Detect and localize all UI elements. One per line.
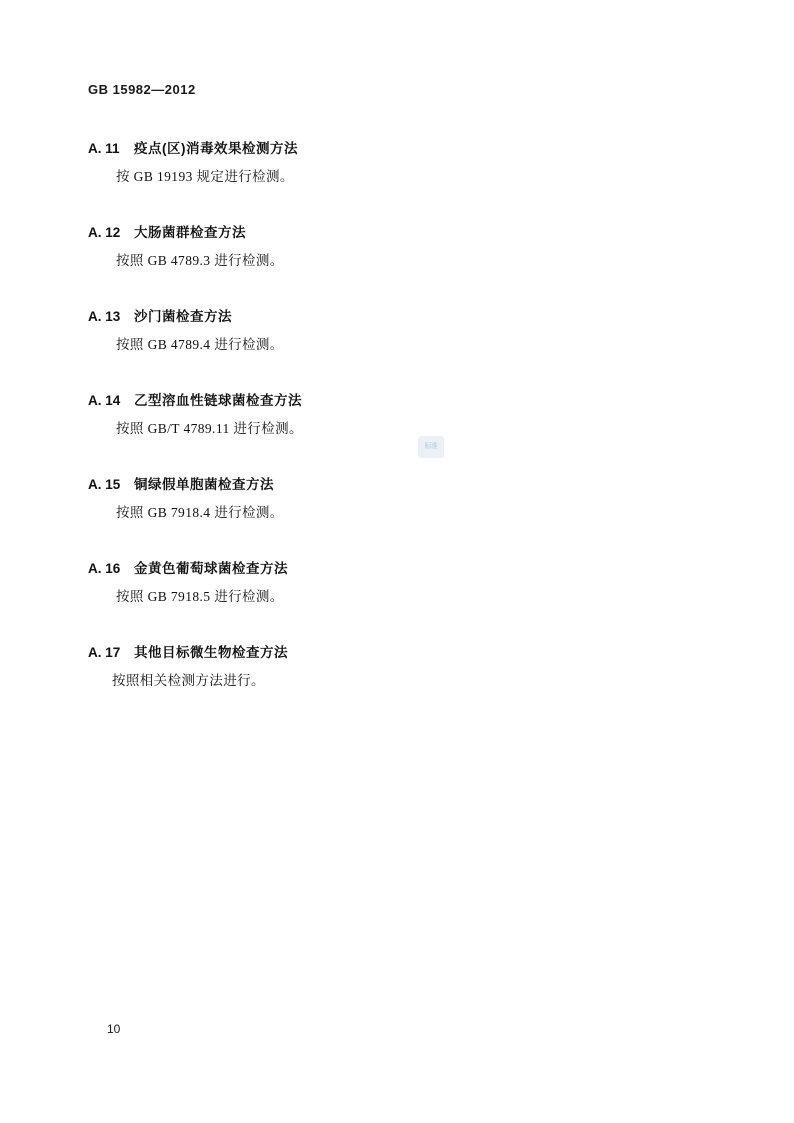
section-a12	[88, 219, 708, 275]
watermark-badge: 标准	[418, 436, 444, 458]
section-paragraph: 按照 GB/T 4789.11 进行检测。	[116, 421, 303, 436]
section-heading	[88, 639, 708, 667]
section-number: A. 11	[88, 141, 120, 156]
page-number: 10	[107, 1022, 121, 1036]
section-title: 铜绿假单胞菌检查方法	[134, 477, 274, 492]
section-paragraph: 按照 GB 7918.5 进行检测。	[116, 589, 284, 604]
page-header-standard-id: GB 15982—2012	[88, 82, 196, 97]
section-heading	[88, 555, 708, 583]
section-title: 沙门菌检查方法	[134, 309, 232, 324]
section-a17	[88, 639, 708, 695]
section-a14	[88, 387, 708, 443]
section-number: A. 15	[88, 477, 121, 492]
document-body	[88, 135, 708, 723]
section-heading	[88, 135, 708, 163]
section-heading	[88, 471, 708, 499]
section-heading	[88, 219, 708, 247]
section-paragraph: 按照 GB 4789.4 进行检测。	[116, 337, 284, 352]
section-a13	[88, 303, 708, 359]
section-number: A. 14	[88, 393, 121, 408]
section-title: 疫点(区)消毒效果检测方法	[134, 141, 298, 156]
section-a15	[88, 471, 708, 527]
section-a16	[88, 555, 708, 611]
section-title: 大肠菌群检查方法	[134, 225, 246, 240]
section-title: 金黄色葡萄球菌检查方法	[134, 561, 288, 576]
section-paragraph: 按照 GB 7918.4 进行检测。	[116, 505, 284, 520]
section-title: 其他目标微生物检查方法	[134, 645, 288, 660]
section-heading	[88, 303, 708, 331]
section-paragraph: 按照相关检测方法进行。	[112, 673, 265, 688]
section-number: A. 13	[88, 309, 121, 324]
section-paragraph: 按照 GB 4789.3 进行检测。	[116, 253, 284, 268]
section-paragraph: 按 GB 19193 规定进行检测。	[116, 169, 294, 184]
section-title: 乙型溶血性链球菌检查方法	[134, 393, 302, 408]
section-number: A. 12	[88, 225, 121, 240]
section-number: A. 17	[88, 645, 121, 660]
section-a11	[88, 135, 708, 191]
section-heading	[88, 387, 708, 415]
section-number: A. 16	[88, 561, 121, 576]
